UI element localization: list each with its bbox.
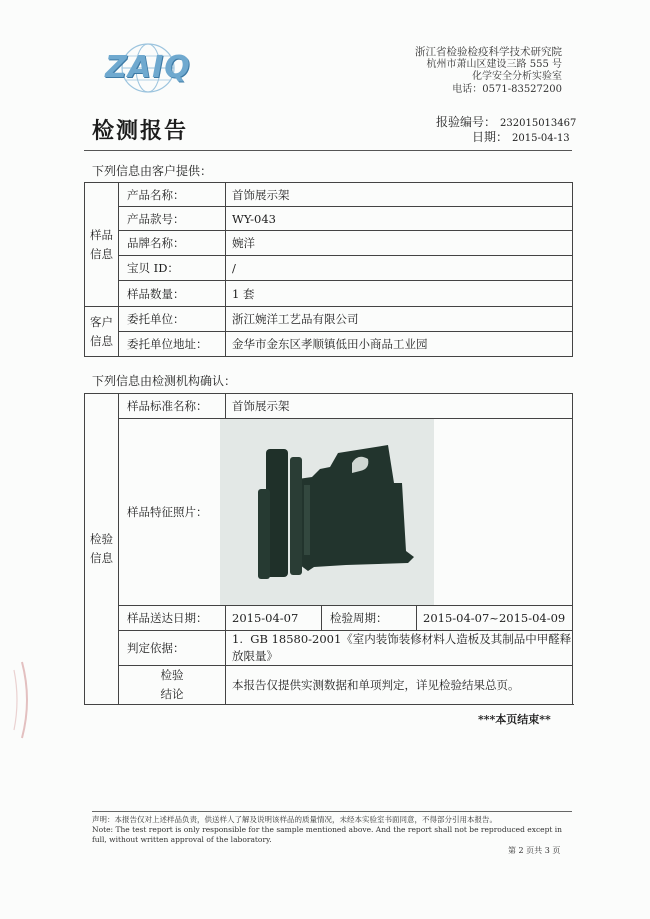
client-address-label: 委托单位地址：	[119, 332, 226, 357]
product-name-label: 产品名称：	[119, 183, 226, 207]
page-title: 检测报告	[92, 119, 189, 144]
logo-text: ZAIQ	[105, 50, 191, 85]
institute-name: 浙江省检验检疫科学技术研究院	[415, 46, 562, 58]
seal-stamp-icon	[2, 660, 32, 740]
sample-info-group-label: 样品信息	[85, 183, 119, 307]
section-lab-title: 下列信息由检测机构确认：	[92, 374, 237, 388]
conclusion-value: 本报告仅提供实测数据和单项判定，详见检验结果总页。	[226, 666, 573, 705]
product-model-value: WY-043	[226, 207, 573, 231]
footer-disclaimer	[92, 815, 572, 845]
zaiq-logo	[93, 40, 203, 100]
test-period-value: 2015-04-07~2015-04-09	[417, 606, 573, 631]
institute-phone: 电话：0571-83527200	[452, 83, 562, 95]
brand-name-label: 品牌名称：	[119, 231, 226, 256]
institute-address: 杭州市萧山区建设三路 555 号	[426, 58, 562, 70]
client-address-value: 金华市金东区孝顺镇低田小商品工业园	[226, 332, 573, 357]
product-photo-image	[220, 419, 434, 605]
page-end-marker: ***本页结束**	[478, 713, 551, 726]
section-client-title: 下列信息由客户提供：	[92, 164, 213, 178]
arrival-date-label: 样品送达日期：	[119, 606, 226, 631]
report-number-value: 232015013467	[500, 118, 577, 129]
institute-info	[415, 46, 562, 96]
sample-qty-label: 样品数量：	[119, 281, 226, 307]
basis-value: 1. GB 18580-2001《室内装饰装修材料人造板及其制品中甲醛释放限量》	[226, 631, 573, 666]
footer-disclaimer-en: Note: The test report is only responsible for the sample mentioned above. And the report shall not be reproduced except in full, without written approval of the laboratory.	[92, 825, 563, 844]
std-name-value: 首饰展示架	[226, 394, 573, 419]
arrival-date-value: 2015-04-07	[226, 606, 322, 631]
product-name-value: 首饰展示架	[226, 183, 573, 207]
footer-disclaimer-cn: 声明：本报告仅对上述样品负责，供送样人了解及说明该样品的质量情况，未经本实验室书面同意，不得部分引用本报告。	[92, 815, 497, 824]
item-id-label: 宝贝 ID：	[119, 256, 226, 281]
client-unit-label: 委托单位：	[119, 307, 226, 332]
inspection-table	[84, 393, 573, 705]
inspection-group-label: 检验信息	[85, 394, 119, 705]
item-id-value: /	[226, 256, 573, 281]
basis-label: 判定依据：	[119, 631, 226, 666]
footer-divider	[92, 811, 572, 812]
test-period-label: 检验周期：	[322, 606, 417, 631]
sample-photo	[220, 419, 434, 605]
sample-photo-label: 样品特征照片：	[119, 419, 226, 606]
client-info-table	[84, 182, 573, 357]
report-date-label: 日期：	[472, 130, 509, 144]
sample-photo-cell	[226, 419, 573, 606]
std-name-label: 样品标准名称：	[119, 394, 226, 419]
conclusion-group-label: 检验结论	[119, 666, 226, 705]
page-number: 第 2 页共 3 页	[508, 846, 561, 855]
product-model-label: 产品款号：	[119, 207, 226, 231]
brand-name-value: 婉洋	[226, 231, 573, 256]
client-info-group-label: 客户信息	[85, 307, 119, 357]
sample-qty-value: 1 套	[226, 281, 573, 307]
report-number-label: 报验编号：	[436, 115, 497, 129]
report-date	[472, 128, 570, 145]
report-date-value: 2015-04-13	[512, 133, 570, 144]
institute-lab: 化学安全分析实验室	[472, 71, 562, 82]
client-unit-value: 浙江婉洋工艺品有限公司	[226, 307, 573, 332]
header-divider	[84, 150, 572, 151]
